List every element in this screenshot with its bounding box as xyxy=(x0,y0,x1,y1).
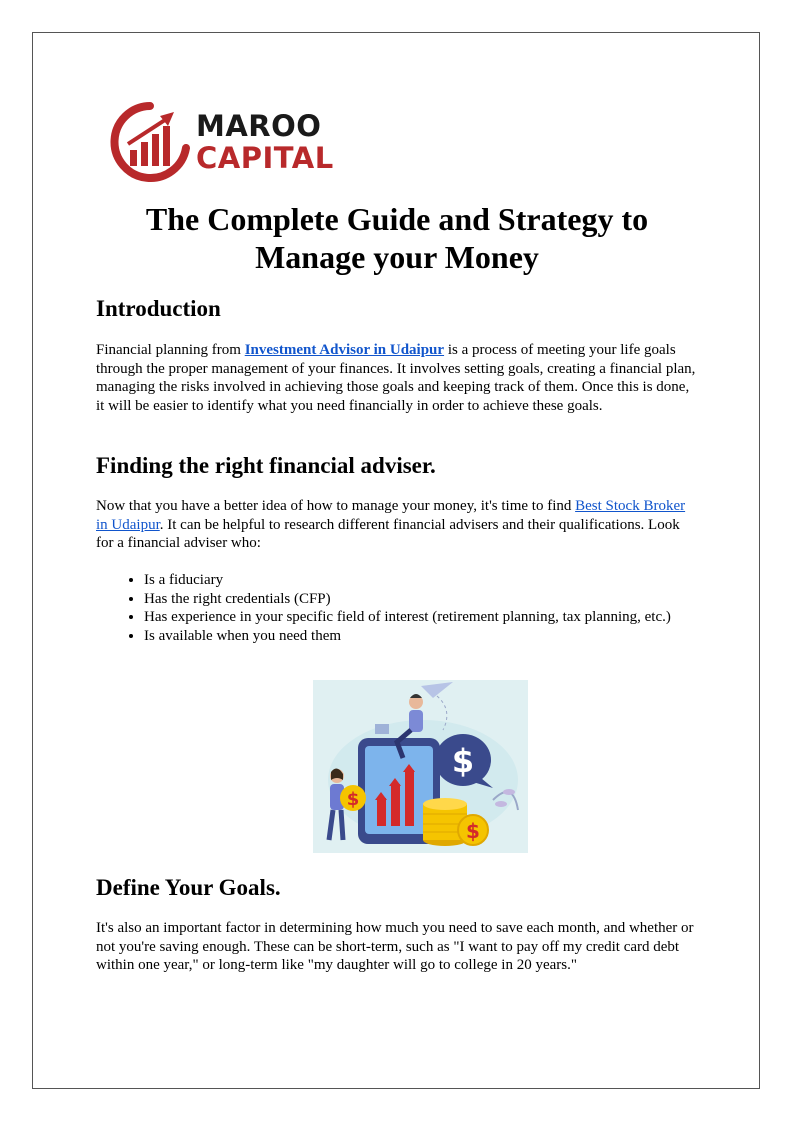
heading-finding-adviser: Finding the right financial adviser. xyxy=(96,453,436,478)
list-item: • Is available when you need them xyxy=(144,627,744,646)
goals-paragraph: It's also an important factor in determining how much you need to save each month, and whether or not you're saving enough. These can be short-term, such as "I want to pay off my credit card debt within one year," or long-term like "my daughter will go to college in 20 years." xyxy=(96,920,694,973)
logo-text-maroo: MAROO xyxy=(196,109,322,143)
adviser-text-before: Now that you have a better idea of how to manage your money, it's time to find xyxy=(96,498,576,514)
list-item: • Has the right credentials (CFP) xyxy=(144,590,744,609)
logo-mark-icon xyxy=(108,100,192,184)
heading-introduction: Introduction xyxy=(96,296,221,321)
svg-text:$: $ xyxy=(466,819,480,843)
svg-text:$: $ xyxy=(346,789,360,810)
investment-advisor-link[interactable]: Investment Advisor in Udaipur xyxy=(244,342,445,358)
heading-define-goals: Define Your Goals. xyxy=(96,875,281,900)
intro-paragraph xyxy=(96,341,696,415)
stock-broker-link[interactable]: Best Stock Broker in Udaipur xyxy=(96,498,686,533)
list-item: • Is a fiduciary xyxy=(144,571,744,590)
intro-text-after: is a process of meeting your life goals through the proper management of your finances. It involves setting goals, creating a financial plan, managing the risks involved in achieving those goals and keeping track of them. Once this is done, it will be easier to identify what you need financially in order to achieve these goals. xyxy=(96,342,696,414)
intro-text-before: Financial planning from xyxy=(96,342,245,358)
list-item: • Has experience in your specific field of interest (retirement planning, tax planning, etc.) xyxy=(144,608,744,627)
page-title: The Complete Guide and Strategy to Manage your Money xyxy=(145,201,649,275)
svg-text:$: $ xyxy=(451,742,475,780)
adviser-text-after: . It can be helpful to research different financial advisers and their qualifications. Look for a financial adviser who: xyxy=(96,516,680,551)
maroo-capital-logo xyxy=(108,100,338,184)
finance-illustration xyxy=(313,680,528,853)
adviser-paragraph xyxy=(96,497,696,553)
logo-text-capital: CAPITAL xyxy=(196,141,334,175)
adviser-criteria-list xyxy=(96,571,744,645)
